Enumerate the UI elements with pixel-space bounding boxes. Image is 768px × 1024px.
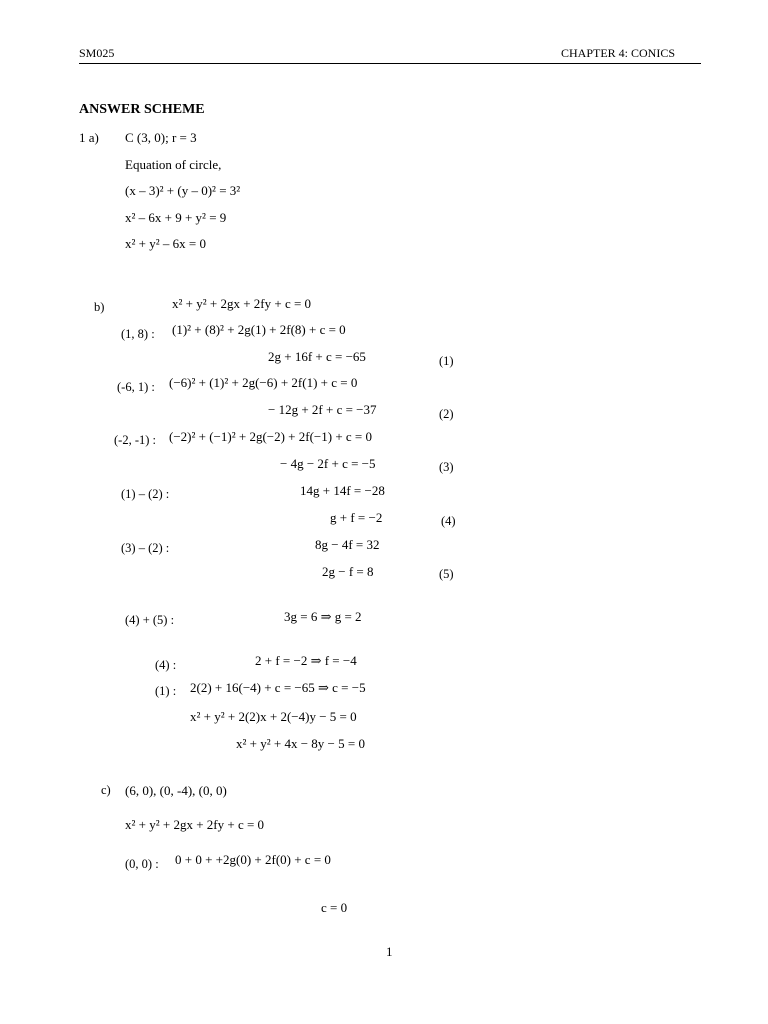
operation-eq: 8g − 4f = 32 <box>315 537 380 552</box>
part-c-label: c) <box>101 783 111 797</box>
substitution-eq: (−6)² + (1)² + 2g(−6) + 2f(1) + c = 0 <box>169 375 358 390</box>
substitute-label: (1) : <box>155 684 177 698</box>
operation-label: (1) – (2) : <box>121 487 170 501</box>
general-circle-eq: x² + y² + 2gx + 2fy + c = 0 <box>172 296 312 311</box>
point-label: (-2, -1) : <box>114 433 156 447</box>
equation-tag: (5) <box>439 567 454 581</box>
point-label: (0, 0) : <box>125 857 159 871</box>
substitution-eq: (−2)² + (−1)² + 2g(−2) + 2f(−1) + c = 0 <box>169 429 373 444</box>
equation-tag: (1) <box>439 354 454 368</box>
part-b-label: b) <box>94 300 105 314</box>
given-center-radius: C (3, 0); r = 3 <box>125 130 197 145</box>
equation-tag: (4) <box>441 514 456 528</box>
equation-intro: Equation of circle, <box>125 157 222 172</box>
substitution-eq: 0 + 0 + +2g(0) + 2f(0) + c = 0 <box>175 852 331 867</box>
equation-tag: (3) <box>439 460 454 474</box>
operation-label: (3) – (2) : <box>121 541 170 555</box>
header-rule <box>79 63 701 64</box>
circle-eq-3: x² + y² – 6x = 0 <box>125 236 206 251</box>
header-chapter: CHAPTER 4: CONICS <box>561 46 676 60</box>
solve-g-eq: 3g = 6 ⇒ g = 2 <box>284 609 362 624</box>
substitute-label: (4) : <box>155 658 177 672</box>
circle-eq-1: (x – 3)² + (y – 0)² = 3² <box>125 183 241 198</box>
given-points: (6, 0), (0, -4), (0, 0) <box>125 783 227 798</box>
solve-c-eq: 2(2) + 16(−4) + c = −65 ⇒ c = −5 <box>190 680 366 695</box>
result-eq: c = 0 <box>321 900 348 915</box>
general-circle-eq: x² + y² + 2gx + 2fy + c = 0 <box>125 817 265 832</box>
circle-eq-2: x² – 6x + 9 + y² = 9 <box>125 210 227 225</box>
substitution-eq: (1)² + (8)² + 2g(1) + 2f(8) + c = 0 <box>172 322 346 337</box>
page-number: 1 <box>386 944 393 959</box>
page-title: ANSWER SCHEME <box>79 102 205 117</box>
header-course-code: SM025 <box>79 46 115 60</box>
equation-tag: (2) <box>439 407 454 421</box>
result-eq: − 4g − 2f + c = −5 <box>280 456 376 471</box>
final-eq-2: x² + y² + 4x − 8y − 5 = 0 <box>236 736 365 751</box>
solve-f-eq: 2 + f = −2 ⇒ f = −4 <box>255 653 357 668</box>
simplified-eq: g + f = −2 <box>330 510 383 525</box>
point-label: (1, 8) : <box>121 327 155 341</box>
operation-eq: 14g + 14f = −28 <box>300 483 385 498</box>
operation-label: (4) + (5) : <box>125 613 175 627</box>
simplified-eq: 2g − f = 8 <box>322 564 374 579</box>
point-label: (-6, 1) : <box>117 380 155 394</box>
result-eq: − 12g + 2f + c = −37 <box>268 402 377 417</box>
final-eq-1: x² + y² + 2(2)x + 2(−4)y − 5 = 0 <box>190 709 357 724</box>
result-eq: 2g + 16f + c = −65 <box>268 349 366 364</box>
question-number: 1 a) <box>79 130 99 145</box>
